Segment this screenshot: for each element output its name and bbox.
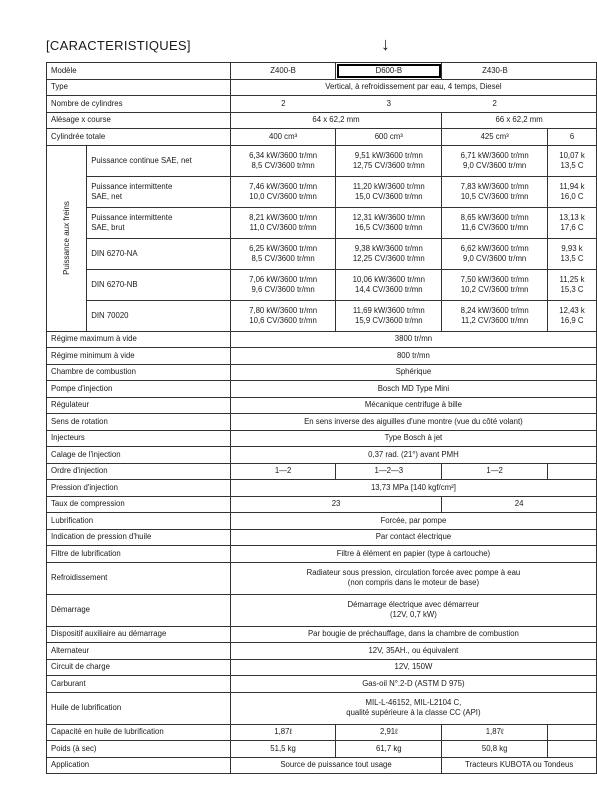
- bore-label: Alésage x course: [47, 112, 231, 129]
- spec-row: [47, 430, 597, 447]
- bore-value-12: 64 x 62,2 mm: [230, 112, 441, 129]
- spec-label: Chambre de combustion: [47, 364, 231, 381]
- spec-row: [47, 594, 597, 626]
- spec-label: Ordre d'injection: [47, 463, 231, 480]
- spec-row: [47, 480, 597, 497]
- displacement-row: [47, 129, 597, 146]
- spec-value: 13,73 MPa [140 kgf/cm²]: [230, 480, 596, 497]
- spec-label: Régime minimum à vide: [47, 348, 231, 365]
- power-value-v4: 10,07 k 13,5 C: [548, 145, 597, 176]
- spec-row: [47, 741, 597, 758]
- page-title: [CARACTERISTIQUES]: [46, 38, 191, 53]
- spec-value: En sens inverse des aiguilles d'une montre (vue du côté volant): [230, 414, 596, 431]
- type-value: Vertical, à refroidissement par eau, 4 temps, Diesel: [230, 79, 596, 96]
- spec-value: 0,37 rad. (21°) avant PMH: [230, 447, 596, 464]
- spec-row: [47, 546, 597, 563]
- spec-label: Pompe d'injection: [47, 381, 231, 398]
- spec-value-12: 23: [230, 496, 441, 513]
- spec-value-v1: 1,87ℓ: [230, 724, 336, 741]
- power-row: [47, 300, 597, 331]
- model-d600: D600-B: [336, 63, 442, 80]
- spec-row: [47, 724, 597, 741]
- power-value-v3: 6,62 kW/3600 tr/mn 9,0 CV/3600 tr/mn: [442, 238, 548, 269]
- bore-row: [47, 112, 597, 129]
- spec-label: Démarrage: [47, 594, 231, 626]
- spec-row: [47, 757, 597, 774]
- cylinders-d600: 3: [336, 96, 442, 113]
- type-row: [47, 79, 597, 96]
- spec-row: [47, 676, 597, 693]
- spec-label: Application: [47, 757, 231, 774]
- power-row-label: Puissance intermittente SAE, net: [87, 176, 231, 207]
- power-value-v3: 8,24 kW/3600 tr/mn 11,2 CV/3600 tr/mn: [442, 300, 548, 331]
- power-value-v2: 9,51 kW/3600 tr/mn 12,75 CV/3600 tr/mn: [336, 145, 442, 176]
- spec-value: Démarrage électrique avec démarreur (12V, 0,7 kW): [230, 594, 596, 626]
- spec-label: Filtre de lubrification: [47, 546, 231, 563]
- spec-row: [47, 692, 597, 724]
- spec-row: [47, 463, 597, 480]
- displacement-z400: 400 cm³: [230, 129, 336, 146]
- spec-row: [47, 496, 597, 513]
- spec-label: Injecteurs: [47, 430, 231, 447]
- spec-value: Mécanique centrifuge à bille: [230, 397, 596, 414]
- spec-label: Huile de lubrification: [47, 692, 231, 724]
- spec-label: Refroidissement: [47, 562, 231, 594]
- power-row-label: Puissance intermittente SAE, brut: [87, 207, 231, 238]
- spec-value-v3: 50,8 kg: [442, 741, 548, 758]
- power-row: [47, 207, 597, 238]
- spec-label: Calage de l'injection: [47, 447, 231, 464]
- spec-value-v3: 1—2: [442, 463, 548, 480]
- spec-value-v1: 1—2: [230, 463, 336, 480]
- spec-label: Dispositif auxiliaire au démarrage: [47, 626, 231, 643]
- spec-label: Poids (à sec): [47, 741, 231, 758]
- power-value-v3: 7,83 kW/3600 tr/mn 10,5 CV/3600 tr/mn: [442, 176, 548, 207]
- power-value-v2: 11,20 kW/3600 tr/mn 15,0 CV/3600 tr/mn: [336, 176, 442, 207]
- spec-row: [47, 659, 597, 676]
- spec-value: 12V, 150W: [230, 659, 596, 676]
- power-value-v3: 7,50 kW/3600 tr/mn 10,2 CV/3600 tr/mn: [442, 269, 548, 300]
- displacement-z430: 425 cm³: [442, 129, 548, 146]
- cylinders-row: [47, 96, 597, 113]
- power-value-v2: 9,38 kW/3600 tr/mn 12,25 CV/3600 tr/mn: [336, 238, 442, 269]
- spec-row: [47, 364, 597, 381]
- spec-value: Par bougie de préchauffage, dans la chambre de combustion: [230, 626, 596, 643]
- spec-value: Par contact électrique: [230, 529, 596, 546]
- power-value-v1: 8,21 kW/3600 tr/mn 11,0 CV/3600 tr/mn: [230, 207, 336, 238]
- power-row-label: Puissance continue SAE, net: [87, 145, 231, 176]
- spec-value-34: 24: [442, 496, 597, 513]
- model-z400: Z400-B: [230, 63, 336, 80]
- power-value-v4: 12,43 k 16,9 C: [548, 300, 597, 331]
- power-value-v4: 11,25 k 15,3 C: [548, 269, 597, 300]
- power-value-v2: 12,31 kW/3600 tr/mn 16,5 CV/3600 tr/mn: [336, 207, 442, 238]
- spec-table: [46, 62, 597, 774]
- spec-value: 12V, 35AH., ou équivalent: [230, 643, 596, 660]
- power-value-v4: 11,94 k 16,0 C: [548, 176, 597, 207]
- power-value-v4: 9,93 k 13,5 C: [548, 238, 597, 269]
- power-row: [47, 269, 597, 300]
- spec-label: Taux de compression: [47, 496, 231, 513]
- spec-row: [47, 513, 597, 530]
- power-value-v3: 8,65 kW/3600 tr/mn 11,6 CV/3600 tr/mn: [442, 207, 548, 238]
- spec-row: [47, 381, 597, 398]
- spec-value-v2: 61,7 kg: [336, 741, 442, 758]
- spec-value-v2: 1—2—3: [336, 463, 442, 480]
- power-value-v1: 7,46 kW/3600 tr/mn 10,0 CV/3600 tr/mn: [230, 176, 336, 207]
- power-row-label: DIN 70020: [87, 300, 231, 331]
- spec-label: Régulateur: [47, 397, 231, 414]
- power-value-v1: 7,80 kW/3600 tr/mn 10,6 CV/3600 tr/mn: [230, 300, 336, 331]
- power-value-v3: 6,71 kW/3600 tr/mn 9,0 CV/3600 tr/mn: [442, 145, 548, 176]
- spec-value: Sphérique: [230, 364, 596, 381]
- power-value-v2: 10,06 kW/3600 tr/mn 14,4 CV/3600 tr/mn: [336, 269, 442, 300]
- spec-row: [47, 348, 597, 365]
- spec-label: Pression d'injection: [47, 480, 231, 497]
- spec-row: [47, 397, 597, 414]
- spec-row: [47, 447, 597, 464]
- spec-label: Circuit de charge: [47, 659, 231, 676]
- spec-value: 800 tr/mn: [230, 348, 596, 365]
- spec-value-v3: 1,87ℓ: [442, 724, 548, 741]
- displacement-col4: 6: [548, 129, 597, 146]
- power-row: [47, 238, 597, 269]
- spec-value: 3800 tr/mn: [230, 331, 596, 348]
- power-value-v1: 6,25 kW/3600 tr/mn 8,5 CV/3600 tr/mn: [230, 238, 336, 269]
- model-row: [47, 63, 597, 80]
- spec-row: [47, 626, 597, 643]
- bore-value-34: 66 x 62,2 mm: [442, 112, 597, 129]
- type-label: Type: [47, 79, 231, 96]
- power-value-v2: 11,69 kW/3600 tr/mn 15,9 CV/3600 tr/mn: [336, 300, 442, 331]
- model-z430: Z430-B: [442, 63, 548, 80]
- spec-value: MIL-L-46152, MIL-L2104 C, qualité supérieure à la classe CC (API): [230, 692, 596, 724]
- spec-value-34: Tracteurs KUBOTA ou Tondeus: [442, 757, 597, 774]
- spec-value-v1: 51,5 kg: [230, 741, 336, 758]
- power-value-v1: 7,06 kW/3600 tr/mn 9,6 CV/3600 tr/mn: [230, 269, 336, 300]
- spec-row: [47, 562, 597, 594]
- spec-row: [47, 529, 597, 546]
- arrow-marker-icon: ↓: [381, 34, 390, 54]
- displacement-label: Cylindrée totale: [47, 129, 231, 146]
- spec-label: Carburant: [47, 676, 231, 693]
- spec-row: [47, 331, 597, 348]
- spec-value: Type Bosch à jet: [230, 430, 596, 447]
- spec-label: Régime maximum à vide: [47, 331, 231, 348]
- spec-value: Bosch MD Type Mini: [230, 381, 596, 398]
- power-value-v4: 13,13 k 17,6 C: [548, 207, 597, 238]
- cylinders-z430: 2: [442, 96, 548, 113]
- spec-row: [47, 414, 597, 431]
- cylinders-label: Nombre de cylindres: [47, 96, 231, 113]
- spec-label: Indication de pression d'huile: [47, 529, 231, 546]
- spec-value: Forcée, par pompe: [230, 513, 596, 530]
- spec-value-12: Source de puissance tout usage: [230, 757, 441, 774]
- spec-label: Alternateur: [47, 643, 231, 660]
- spec-label: Sens de rotation: [47, 414, 231, 431]
- spec-value-v2: 2,91ℓ: [336, 724, 442, 741]
- spec-label: Lubrification: [47, 513, 231, 530]
- spec-value: Radiateur sous pression, circulation forcée avec pompe à eau (non compris dans le moteur de base): [230, 562, 596, 594]
- spec-row: [47, 643, 597, 660]
- spec-value: Filtre à élément en papier (type à cartouche): [230, 546, 596, 563]
- cylinders-z400: 2: [230, 96, 336, 113]
- model-label: Modèle: [47, 63, 231, 80]
- displacement-d600: 600 cm³: [336, 129, 442, 146]
- spec-label: Capacité en huile de lubrification: [47, 724, 231, 741]
- power-row-label: DIN 6270-NA: [87, 238, 231, 269]
- spec-value: Gas-oil N°.2-D (ASTM D 975): [230, 676, 596, 693]
- power-group-label: Puissance aux freins: [47, 145, 87, 331]
- power-row: [47, 145, 597, 176]
- power-row: [47, 176, 597, 207]
- power-value-v1: 6,34 kW/3600 tr/mn 8,5 CV/3600 tr/mn: [230, 145, 336, 176]
- power-row-label: DIN 6270-NB: [87, 269, 231, 300]
